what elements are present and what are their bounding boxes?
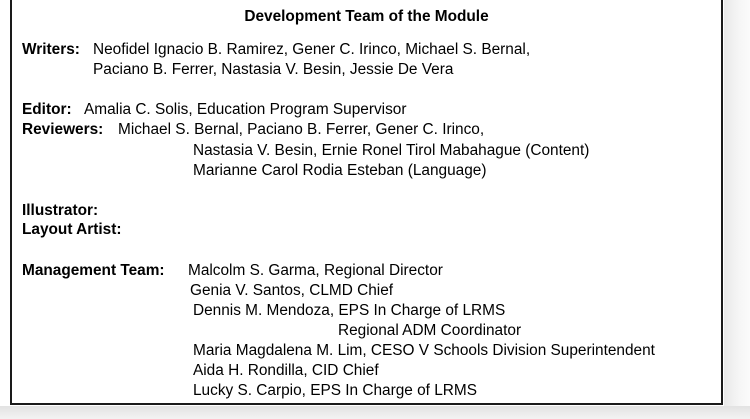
page-shadow-right [724,0,750,419]
management-label: Management Team: [22,262,165,279]
illustrator-label: Illustrator: [22,202,99,219]
management-line-5: Maria Magdalena M. Lim, CESO V Schools Division Superintendent [193,342,655,359]
layout-artist-label: Layout Artist: [22,221,122,238]
management-line-4: Regional ADM Coordinator [338,322,522,339]
page-shadow-bottom [0,406,750,419]
reviewers-line-1: Michael S. Bernal, Paciano B. Ferrer, Gener C. Irinco, [118,121,485,138]
management-line-7: Lucky S. Carpio, EPS In Charge of LRMS [193,382,477,399]
management-line-3: Dennis M. Mendoza, EPS In Charge of LRMS [193,302,506,319]
writers-line-2: Paciano B. Ferrer, Nastasia V. Besin, Jessie De Vera [93,61,454,78]
management-line-1: Malcolm S. Garma, Regional Director [188,262,443,279]
reviewers-label: Reviewers: [22,121,104,138]
editor-label: Editor: [22,101,72,118]
reviewers-line-2: Nastasia V. Besin, Ernie Ronel Tirol Mabahague (Content) [193,142,590,159]
editor-value: Amalia C. Solis, Education Program Supervisor [84,101,407,118]
management-line-6: Aida H. Rondilla, CID Chief [193,362,379,379]
management-line-2: Genia V. Santos, CLMD Chief [190,282,394,299]
writers-line-1: Neofidel Ignacio B. Ramirez, Gener C. Irinco, Michael S. Bernal, [93,41,531,58]
reviewers-line-3: Marianne Carol Rodia Esteban (Language) [193,162,487,179]
page-title: Development Team of the Module [244,8,489,25]
writers-label: Writers: [22,41,80,58]
